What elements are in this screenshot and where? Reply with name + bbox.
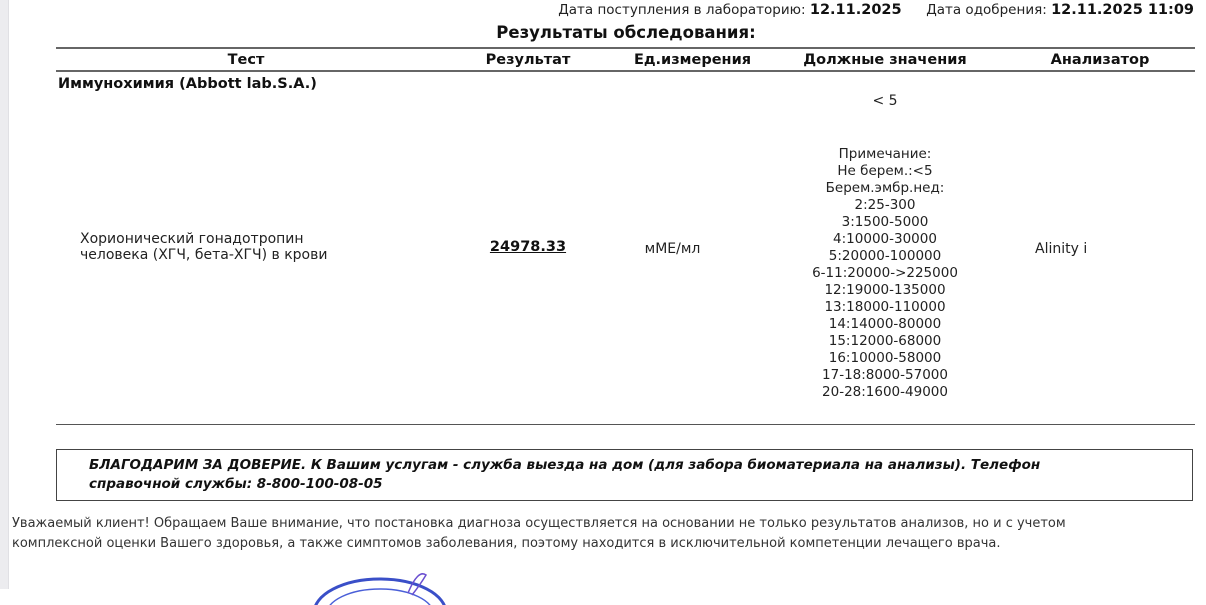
column-header-analyzer: Анализатор	[1050, 52, 1150, 68]
analyzer-value: Alinity i	[1035, 241, 1088, 257]
disclaimer-line: комплексной оценки Вашего здоровья, а также симптомов заболевания, поэтому находится в исключительной компетенции лечащего врача.	[12, 535, 1001, 551]
reference-note: 14:14000-80000	[828, 316, 942, 332]
unit-value: мМЕ/мл	[644, 241, 701, 257]
column-header-test: Тест	[227, 52, 265, 68]
reference-note: 6-11:20000->225000	[812, 265, 958, 281]
reference-note: 15:12000-68000	[828, 333, 942, 349]
reference-note: Примечание:	[838, 146, 932, 162]
stamp-icon	[300, 565, 460, 605]
column-header-reference: Должные значения	[803, 52, 967, 68]
reference-note: 17-18:8000-57000	[822, 367, 948, 383]
column-header-unit: Ед.измерения	[633, 52, 752, 68]
approved-date-label: Дата одобрения:	[926, 2, 1047, 18]
test-name-line: Хорионический гонадотропин	[80, 231, 304, 247]
reference-note: 2:25-300	[854, 197, 916, 213]
received-date-value: 12.11.2025	[809, 2, 902, 18]
notice-line: справочной службы: 8-800-100-08-05	[89, 476, 383, 492]
column-header-result: Результат	[485, 52, 571, 68]
reference-note: Берем.эмбр.нед:	[825, 180, 945, 196]
reference-note: 16:10000-58000	[828, 350, 942, 366]
test-name	[80, 231, 400, 263]
reference-note: 3:1500-5000	[841, 214, 929, 230]
thank-you-notice	[56, 449, 1193, 501]
report-dates	[558, 2, 1194, 18]
reference-note: 12:19000-135000	[824, 282, 946, 298]
notice-line: БЛАГОДАРИМ ЗА ДОВЕРИЕ. К Вашим услугам - служба выезда на дом (для забора биоматериала на анализы). Телефон	[89, 457, 1041, 473]
reference-note: 20-28:1600-49000	[822, 384, 948, 400]
test-group-title: Иммунохимия (Abbott lab.S.A.)	[58, 76, 317, 92]
reference-note: 4:10000-30000	[833, 231, 937, 247]
reference-note: 13:18000-110000	[824, 299, 946, 315]
table-bottom-divider	[56, 424, 1195, 425]
disclaimer-line: Уважаемый клиент! Обращаем Ваше внимание, что постановка диагноза осуществляется на основании не только результатов анализов, но и с учетом	[12, 516, 1066, 531]
reference-main: < 5	[872, 93, 898, 109]
received-date-label: Дата поступления в лабораторию:	[558, 2, 806, 18]
page-title: Результаты обследования:	[496, 23, 756, 42]
reference-note: 5:20000-100000	[828, 248, 942, 264]
reference-notes	[765, 146, 1005, 401]
table-header-divider	[56, 70, 1195, 72]
table-top-divider	[56, 47, 1195, 49]
disclaimer-text	[12, 514, 1202, 553]
test-name-line: человека (ХГЧ, бета-ХГЧ) в крови	[80, 247, 328, 263]
result-value: 24978.33	[489, 239, 567, 255]
reference-note: Не берем.:<5	[837, 163, 933, 179]
approved-date-value: 12.11.2025 11:09	[1051, 2, 1194, 18]
